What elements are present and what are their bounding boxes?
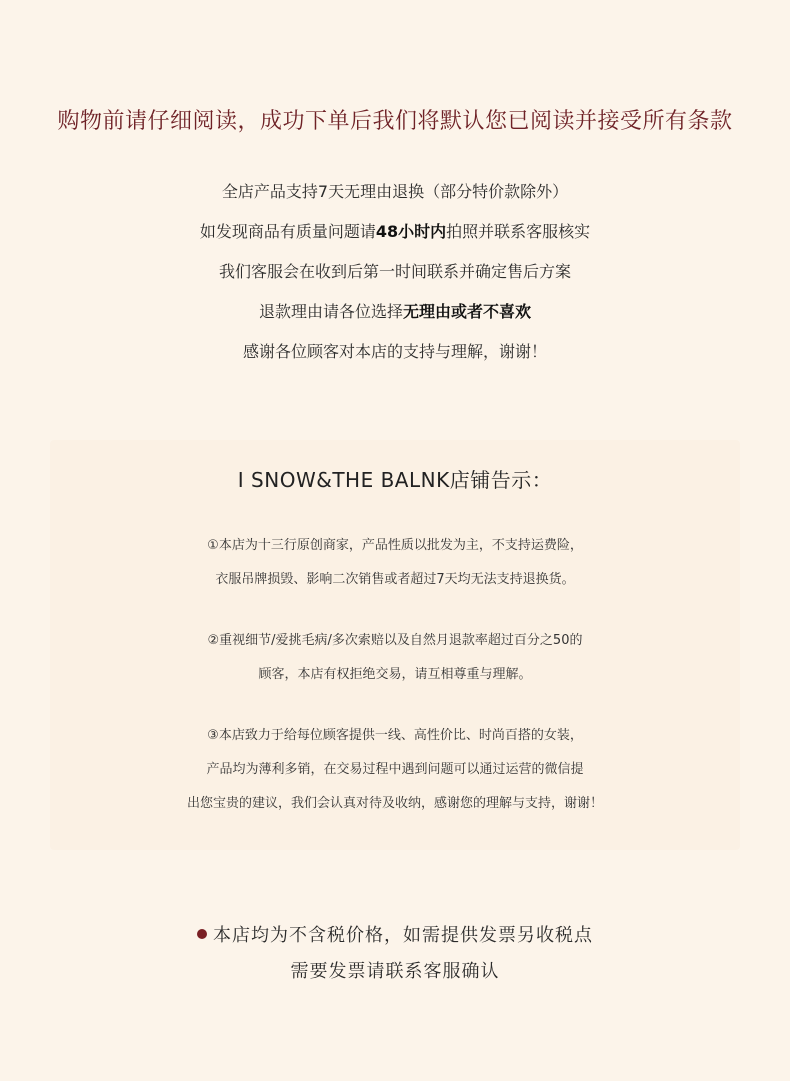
policy-line-service: 我们客服会在收到后第一时间联系并确定售后方案 xyxy=(218,262,571,281)
notice-item-3 xyxy=(0,722,790,824)
policy-quality-prefix: 如发现商品有质量问题请 xyxy=(199,222,376,241)
return-policy xyxy=(0,176,790,376)
notice-item-line: 衣服吊牌损毁、影响二次销售或者超过7天均无法支持退换货。 xyxy=(215,572,575,587)
policy-refund-prefix: 退款理由请各位选择 xyxy=(258,302,403,321)
notice-item-1 xyxy=(0,532,790,600)
tax-notice-line-2: 需要发票请联系客服确认 xyxy=(290,961,500,982)
bullet-dot-icon xyxy=(197,929,207,939)
policy-quality-suffix: 拍照并联系客服核实 xyxy=(446,222,591,241)
policy-refund-reason: 无理由或者不喜欢 xyxy=(403,302,532,321)
notice-item-line: ②重视细节/爱挑毛病/多次索赔以及自然月退款率超过百分之50的 xyxy=(207,633,583,648)
tax-notice xyxy=(0,918,790,990)
policy-line-quality xyxy=(0,216,790,256)
policy-line-thanks: 感谢各位顾客对本店的支持与理解，谢谢！ xyxy=(242,342,547,361)
tax-notice-text: 本店均为不含税价格，如需提供发票另收税点 xyxy=(213,925,593,946)
policy-line-return: 全店产品支持7天无理由退换（部分特价款除外） xyxy=(221,182,569,201)
store-notice-title: I SNOW&THE BALNK店铺告示： xyxy=(237,468,553,492)
notice-item-line: 产品均为薄利多销，在交易过程中遇到问题可以通过运营的微信提 xyxy=(206,762,584,777)
notice-item-line: ①本店为十三行原创商家，产品性质以批发为主，不支持运费险， xyxy=(207,538,583,553)
notice-item-line: 顾客，本店有权拒绝交易，请互相尊重与理解。 xyxy=(258,667,532,682)
policy-quality-deadline: 48小时内 xyxy=(375,222,447,241)
policy-line-refund-reason xyxy=(0,296,790,336)
notice-item-2 xyxy=(0,627,790,695)
notice-item-line: ③本店致力于给每位顾客提供一线、高性价比、时尚百搭的女装， xyxy=(207,728,583,743)
tax-notice-line-1 xyxy=(0,918,790,954)
notice-item-line: 出您宝贵的建议，我们会认真对待及收纳，感谢您的理解与支持，谢谢！ xyxy=(186,796,603,811)
page-headline: 购物前请仔细阅读，成功下单后我们将默认您已阅读并接受所有条款 xyxy=(57,109,733,134)
